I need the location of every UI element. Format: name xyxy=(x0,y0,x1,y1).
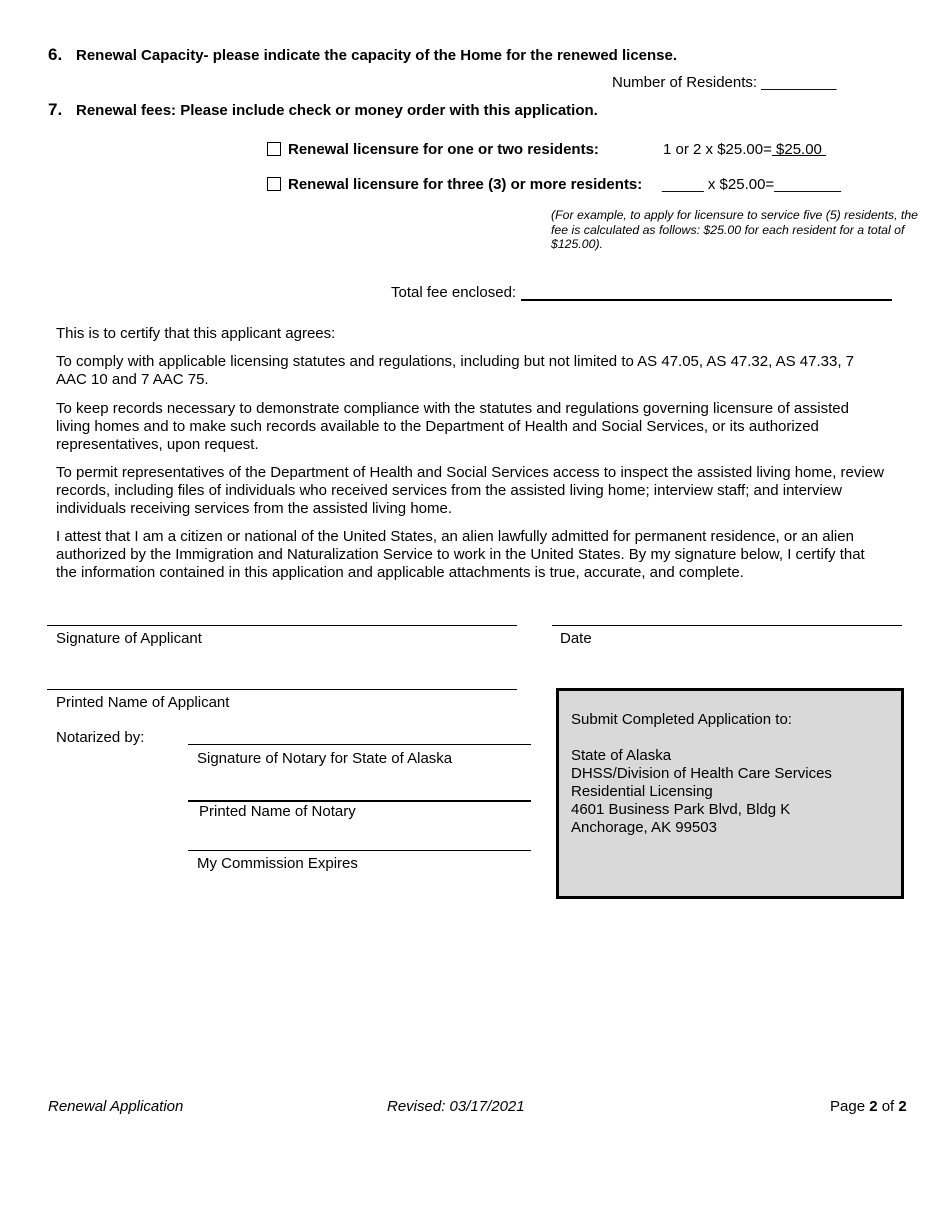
option2-checkbox[interactable] xyxy=(267,177,281,191)
residents-label: Number of Residents: xyxy=(612,74,758,91)
notarized-label: Notarized by: xyxy=(56,729,145,746)
option2-label: Renewal licensure for three (3) or more residents: xyxy=(288,176,643,193)
submit-line-3: Residential Licensing xyxy=(571,783,713,800)
section-6-heading: Renewal Capacity- please indicate the capacity of the Home for the renewed license. xyxy=(76,47,678,64)
option1-calc-text: 1 or 2 x $25.00= xyxy=(663,141,772,158)
option2-count-blank[interactable]: _____ xyxy=(662,176,704,193)
submit-heading: Submit Completed Application to: xyxy=(571,711,792,728)
residents-row xyxy=(612,74,836,91)
section-7-number: 7. xyxy=(48,100,63,119)
page-current: 2 xyxy=(869,1098,878,1115)
section-6-number: 6. xyxy=(48,45,63,64)
footer-page-number xyxy=(830,1098,907,1115)
notary-signature-label: Signature of Notary for State of Alaska xyxy=(197,750,453,767)
commission-label: My Commission Expires xyxy=(197,855,358,872)
page-total: 2 xyxy=(898,1098,907,1115)
option1-amount: $25.00 xyxy=(771,141,827,158)
date-line[interactable] xyxy=(552,625,902,626)
certify-p1: To comply with applicable licensing statutes and regulations, including but not limited to AS 47.05, AS 47.32, AS 47.33, 7 AAC 10 and 7 AAC 75. xyxy=(56,353,855,388)
option2-result-blank[interactable]: ________ xyxy=(774,176,841,193)
option2-calc-text: x $25.00= xyxy=(703,176,775,193)
total-fee-label: Total fee enclosed: xyxy=(391,284,517,301)
footer-left: Renewal Application xyxy=(48,1098,184,1115)
printed-name-label: Printed Name of Applicant xyxy=(56,694,230,711)
signature-line[interactable] xyxy=(47,625,517,626)
signature-label: Signature of Applicant xyxy=(56,630,202,647)
submit-line-4: 4601 Business Park Blvd, Bldg K xyxy=(571,801,791,818)
option2-calc xyxy=(662,176,841,193)
notary-name-label: Printed Name of Notary xyxy=(199,803,356,820)
notary-signature-line[interactable] xyxy=(188,744,531,745)
submit-line-2: DHSS/Division of Health Care Services xyxy=(571,765,832,782)
fee-example-note: (For example, to apply for licensure to service five (5) residents, the fee is calculated as follows: $25.00 for each resident for a total of $125.00). xyxy=(551,208,919,251)
total-fee-line[interactable] xyxy=(521,299,892,301)
certify-p2: To keep records necessary to demonstrate compliance with the statutes and regulations governing licensure of assisted living homes and to make such records available to the Department of Health and Social Services, or its authorized representatives, upon request. xyxy=(56,400,849,453)
footer-revised: Revised: 03/17/2021 xyxy=(387,1098,525,1115)
page-mid: of xyxy=(877,1098,899,1115)
certify-p3: To permit representatives of the Department of Health and Social Services access to inspect the assisted living home, review records, including files of individuals who received services from the assisted living home; interview staff; and interview individuals receiving services from the assisted living home. xyxy=(56,464,884,517)
certify-p4: I attest that I am a citizen or national of the United States, an alien lawfully admitted for permanent residence, or an alien authorized by the Immigration and Naturalization Service to work in the United States. By my signature below, I certify that the information contained in this application and applicable attachments is true, accurate, and complete. xyxy=(56,528,865,581)
option1-label: Renewal licensure for one or two residents: xyxy=(288,141,599,158)
submit-line-5: Anchorage, AK 99503 xyxy=(571,819,717,836)
page-prefix: Page xyxy=(830,1098,870,1115)
certify-intro: This is to certify that this applicant agrees: xyxy=(56,325,336,342)
section-7-heading: Renewal fees: Please include check or money order with this application. xyxy=(76,102,598,119)
notary-name-line[interactable] xyxy=(188,800,531,802)
date-label: Date xyxy=(560,630,592,647)
printed-name-line[interactable] xyxy=(47,689,517,690)
option1-checkbox[interactable] xyxy=(267,142,281,156)
submit-line-1: State of Alaska xyxy=(571,747,672,764)
option1-calc xyxy=(663,141,826,158)
residents-blank[interactable]: _________ xyxy=(761,74,837,91)
submit-address-box xyxy=(556,688,904,899)
commission-line[interactable] xyxy=(188,850,531,851)
